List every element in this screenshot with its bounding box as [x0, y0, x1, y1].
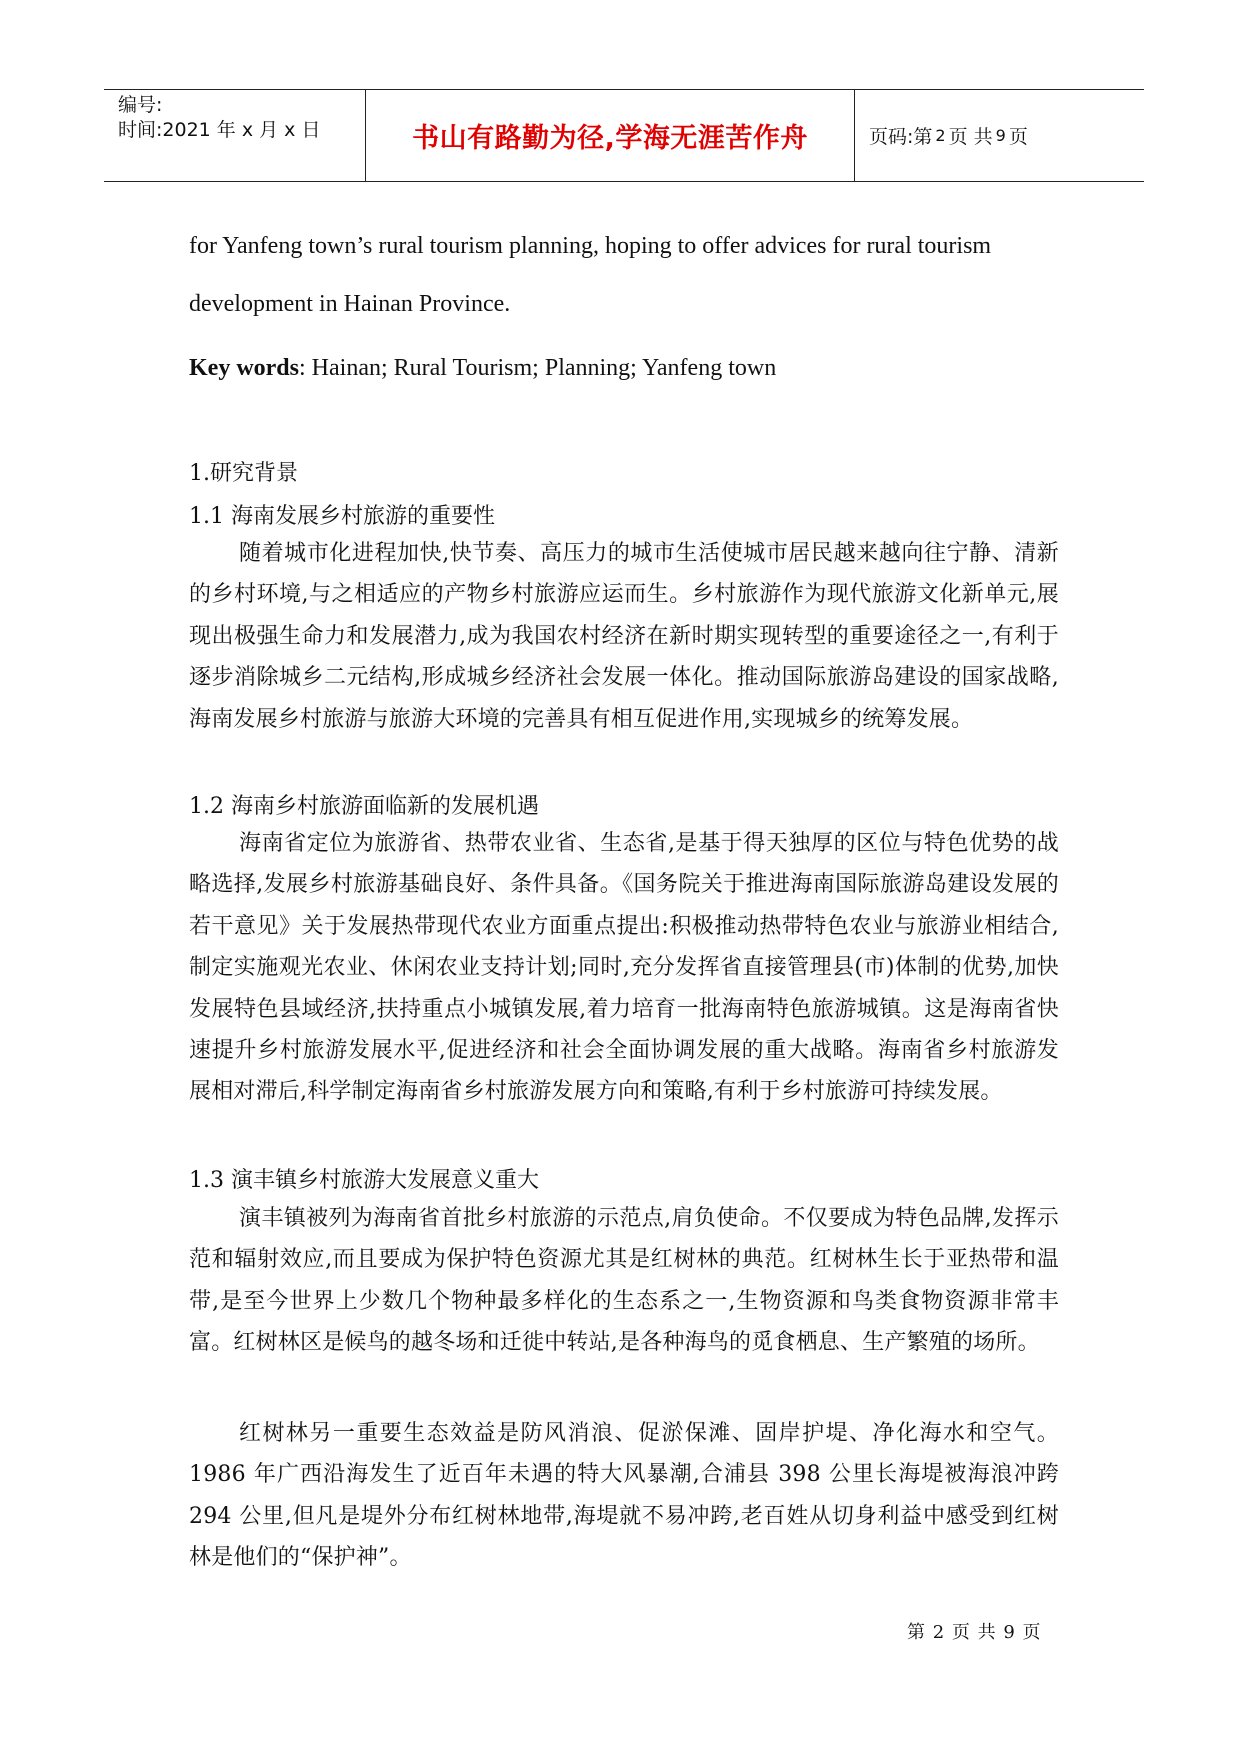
section-1-3-title: 1.3 演丰镇乡村旅游大发展意义重大: [189, 1168, 539, 1193]
keywords-text: : Hainan; Rural Tourism; Planning; Yanfeng town: [299, 355, 777, 381]
section-1-1-paragraph: 随着城市化进程加快,快节奏、高压力的城市生活使城市居民越来越向往宁静、清新的乡村环境,与之相适应的产物乡村旅游应运而生。乡村旅游作为现代旅游文化新单元,展现出极强生命力和发展潜力,成为我国农村经济在新时期实现转型的重要途径之一,有利于逐步消除城乡二元结构,形成城乡经济社会发展一体化。推动国际旅游岛建设的国家战略,海南发展乡村旅游与旅游大环境的完善具有相互促进作用,实现城乡的统筹发展。: [189, 541, 1059, 732]
page-number: 2: [935, 126, 946, 145]
doc-number-label: 编号:: [118, 94, 163, 116]
section-1-1-title: 1.1 海南发展乡村旅游的重要性: [189, 504, 495, 529]
header-motto-cell: [366, 90, 855, 181]
section-1-3-paragraph-1: 演丰镇被列为海南省首批乡村旅游的示范点,肩负使命。不仅要成为特色品牌,发挥示范和辐射效应,而且要成为保护特色资源尤其是红树林的典范。红树林生长于亚热带和温带,是至今世界上少数几个物种最多样化的生态系之一,生物资源和鸟类食物资源非常丰富。红树林区是候鸟的越冬场和迁徙中转站,是各种海鸟的觅食栖息、生产繁殖的场所。: [189, 1206, 1059, 1356]
page-mid: 页 共: [948, 126, 993, 148]
page-total: 9: [995, 126, 1006, 145]
page-suffix: 页: [1008, 126, 1028, 148]
doc-time: 时间:2021 年 x 月 x 日: [118, 119, 321, 141]
section-1-2-title: 1.2 海南乡村旅游面临新的发展机遇: [189, 794, 539, 819]
page-header: [104, 89, 1144, 182]
section-1-2-paragraph: 海南省定位为旅游省、热带农业省、生态省,是基于得天独厚的区位与特色优势的战略选择,发展乡村旅游基础良好、条件具备。《国务院关于推进海南国际旅游岛建设发展的若干意见》关于发展热带现代农业方面重点提出:积极推动热带特色农业与旅游业相结合,制定实施观光农业、休闲农业支持计划;同时,充分发挥省直接管理县(市)体制的优势,加快发展特色县域经济,扶持重点小城镇发展,着力培育一批海南特色旅游城镇。这是海南省快速提升乡村旅游发展水平,促进经济和社会全面协调发展的重大战略。海南省乡村旅游发展相对滞后,科学制定海南省乡村旅游发展方向和策略,有利于乡村旅游可持续发展。: [189, 831, 1059, 1105]
section-1-title: 1.研究背景: [189, 461, 298, 486]
page-prefix: 页码:第: [869, 126, 933, 148]
header-page-info: [855, 90, 1144, 181]
keywords-line: [189, 355, 776, 382]
keywords-label: Key words: [189, 355, 299, 381]
header-meta: [104, 90, 366, 181]
section-1-3-paragraph-2: 红树林另一重要生态效益是防风消浪、促淤保滩、固岸护堤、净化海水和空气。1986 年广西沿海发生了近百年未遇的特大风暴潮,合浦县 398 公里长海堤被海浪冲跨 294 公里,但凡是堤外分布红树林地带,海堤就不易冲跨,老百姓从切身利益中感受到红树林是他们的“保护神”。: [189, 1421, 1059, 1571]
abstract-line-2: development in Hainan Province.: [189, 291, 511, 317]
header-motto: 书山有路勤为径,学海无涯苦作舟: [412, 123, 808, 154]
page-footer: 第 2 页 共 9 页: [907, 1622, 1042, 1643]
abstract-line-1: for Yanfeng town’s rural tourism planning, hoping to offer advices for rural tourism: [189, 233, 992, 259]
